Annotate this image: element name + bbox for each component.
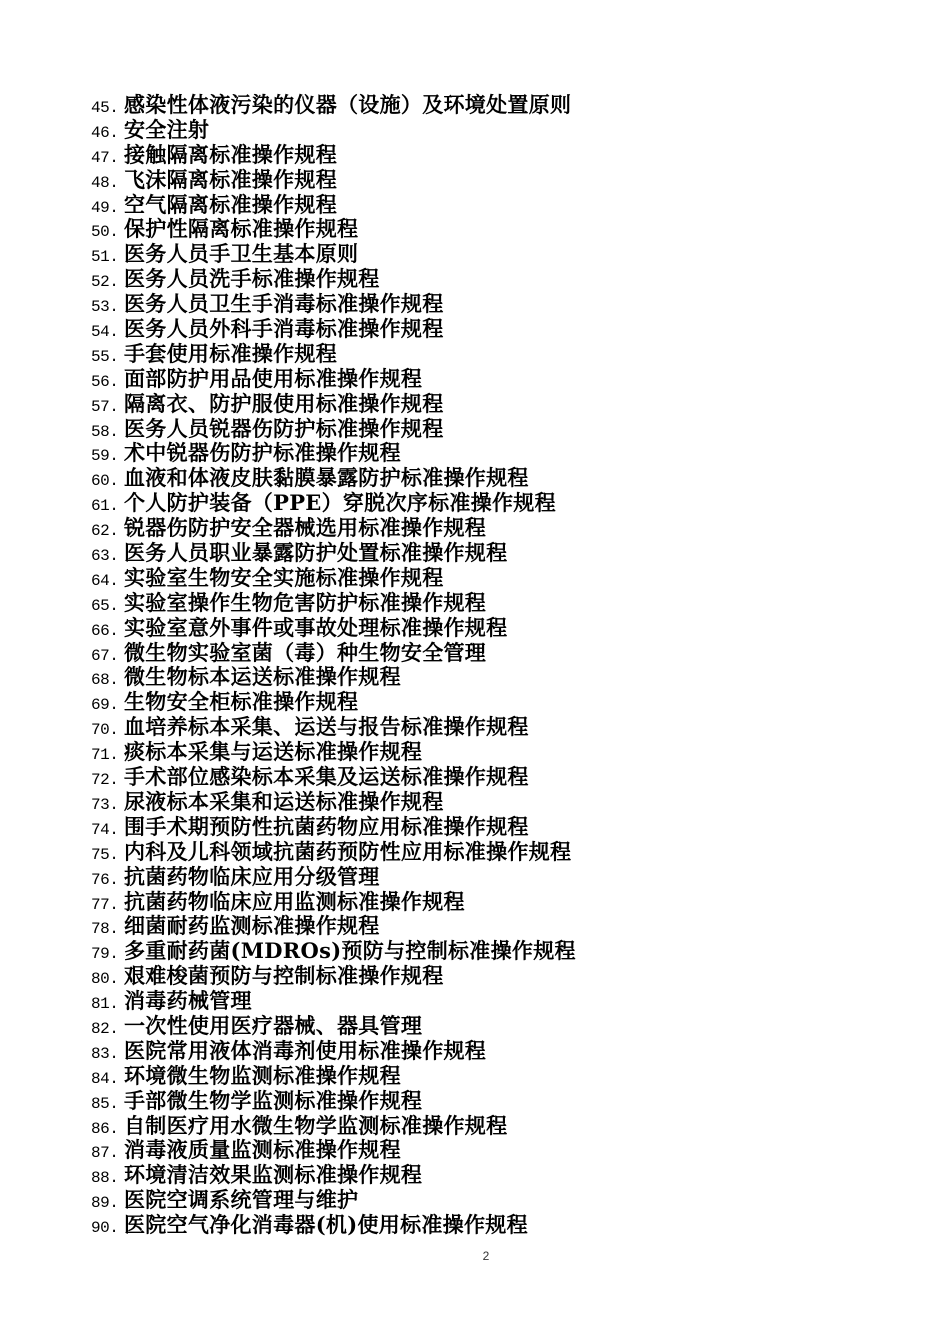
list-item-number: 87. bbox=[91, 1144, 119, 1163]
list-item-number: 73. bbox=[91, 795, 119, 814]
list-item-number: 57. bbox=[91, 397, 119, 416]
toc-list bbox=[91, 93, 576, 1238]
list-item-title: 消毒药械管理 bbox=[124, 988, 252, 1014]
list-item-number: 76. bbox=[91, 870, 119, 889]
list-item-title: 抗菌药物临床应用分级管理 bbox=[124, 863, 380, 889]
list-item-title: 术中锐器伤防护标准操作规程 bbox=[124, 440, 401, 466]
list-item-title: 手术部位感染标本采集及运送标准操作规程 bbox=[124, 764, 529, 790]
list-item bbox=[91, 690, 576, 715]
list-item-number: 48. bbox=[91, 173, 119, 192]
list-item-title: 医务人员职业暴露防护处置标准操作规程 bbox=[124, 540, 508, 566]
list-item bbox=[91, 541, 576, 566]
list-item-number: 86. bbox=[91, 1119, 119, 1138]
list-item bbox=[91, 417, 576, 442]
list-item bbox=[91, 317, 576, 342]
list-item-number: 79. bbox=[91, 945, 119, 964]
list-item-title: 医务人员外科手消毒标准操作规程 bbox=[124, 316, 444, 342]
list-item bbox=[91, 865, 576, 890]
list-item bbox=[91, 740, 576, 765]
list-item-title: 保护性隔离标准操作规程 bbox=[124, 216, 359, 242]
list-item-title: 医务人员洗手标准操作规程 bbox=[124, 266, 380, 292]
list-item-title: 艰难梭菌预防与控制标准操作规程 bbox=[124, 963, 444, 989]
list-item-title: 围手术期预防性抗菌药物应用标准操作规程 bbox=[124, 813, 529, 839]
list-item-title: 医务人员手卫生基本原则 bbox=[124, 241, 359, 267]
list-item-number: 46. bbox=[91, 123, 119, 142]
list-item bbox=[91, 516, 576, 541]
list-item bbox=[91, 815, 576, 840]
list-item bbox=[91, 441, 576, 466]
list-item-number: 50. bbox=[91, 223, 119, 242]
list-item bbox=[91, 964, 576, 989]
list-item-number: 54. bbox=[91, 323, 119, 342]
list-item-title: 尿液标本采集和运送标准操作规程 bbox=[124, 788, 444, 814]
list-item bbox=[91, 118, 576, 143]
list-item-number: 81. bbox=[91, 995, 119, 1014]
list-item-number: 83. bbox=[91, 1044, 119, 1063]
list-item-title: 医务人员锐器伤防护标准操作规程 bbox=[124, 415, 444, 441]
list-item bbox=[91, 715, 576, 740]
list-item bbox=[91, 1014, 576, 1039]
list-item-number: 58. bbox=[91, 422, 119, 441]
list-item bbox=[91, 641, 576, 666]
list-item-number: 63. bbox=[91, 547, 119, 566]
list-item-title: 环境微生物监测标准操作规程 bbox=[124, 1062, 401, 1088]
list-item bbox=[91, 1089, 576, 1114]
list-item bbox=[91, 790, 576, 815]
list-item bbox=[91, 616, 576, 641]
list-item-number: 68. bbox=[91, 671, 119, 690]
list-item bbox=[91, 939, 576, 964]
list-item-number: 66. bbox=[91, 621, 119, 640]
list-item-title: 接触隔离标准操作规程 bbox=[124, 141, 337, 167]
list-item bbox=[91, 591, 576, 616]
list-item-title: 环境清洁效果监测标准操作规程 bbox=[124, 1162, 423, 1188]
list-item-title: 医院空调系统管理与维护 bbox=[124, 1187, 359, 1213]
list-item bbox=[91, 566, 576, 591]
list-item bbox=[91, 914, 576, 939]
list-item-title: 安全注射 bbox=[124, 116, 210, 142]
list-item-title: 飞沫隔离标准操作规程 bbox=[124, 166, 337, 192]
list-item-number: 89. bbox=[91, 1194, 119, 1213]
list-item-title: 感染性体液污染的仪器（设施）及环境处置原则 bbox=[124, 92, 572, 117]
list-item-number: 78. bbox=[91, 920, 119, 939]
list-item bbox=[91, 1064, 576, 1089]
list-item-title: 锐器伤防护安全器械选用标准操作规程 bbox=[124, 515, 487, 541]
list-item-number: 51. bbox=[91, 248, 119, 267]
list-item-title: 自制医疗用水微生物学监测标准操作规程 bbox=[124, 1112, 508, 1138]
list-item-title: 实验室生物安全实施标准操作规程 bbox=[124, 564, 444, 590]
list-item-number: 56. bbox=[91, 372, 119, 391]
list-item-number: 65. bbox=[91, 596, 119, 615]
list-item bbox=[91, 1138, 576, 1163]
list-item bbox=[91, 242, 576, 267]
list-item-title: 隔离衣、防护服使用标准操作规程 bbox=[124, 390, 444, 416]
list-item-title: 实验室操作生物危害防护标准操作规程 bbox=[124, 589, 487, 615]
list-item-number: 70. bbox=[91, 721, 119, 740]
list-item bbox=[91, 267, 576, 292]
list-item-title: 多重耐药菌(MDROs)预防与控制标准操作规程 bbox=[124, 938, 576, 964]
list-item-title: 个人防护装备（PPE）穿脱次序标准操作规程 bbox=[124, 490, 556, 516]
list-item-number: 77. bbox=[91, 895, 119, 914]
list-item-title: 血液和体液皮肤黏膜暴露防护标准操作规程 bbox=[124, 465, 529, 491]
list-item-title: 一次性使用医疗器械、器具管理 bbox=[124, 1012, 423, 1038]
list-item-number: 53. bbox=[91, 298, 119, 317]
list-item bbox=[91, 1039, 576, 1064]
page-number: 2 bbox=[482, 1249, 490, 1263]
list-item bbox=[91, 466, 576, 491]
list-item bbox=[91, 143, 576, 168]
list-item-number: 47. bbox=[91, 148, 119, 167]
list-item bbox=[91, 890, 576, 915]
list-item-title: 微生物标本运送标准操作规程 bbox=[124, 664, 401, 690]
list-item-number: 82. bbox=[91, 1019, 119, 1038]
list-item-title: 抗菌药物临床应用监测标准操作规程 bbox=[124, 888, 465, 914]
list-item-title: 内科及儿科领域抗菌药预防性应用标准操作规程 bbox=[124, 838, 572, 864]
list-item-number: 62. bbox=[91, 522, 119, 541]
list-item bbox=[91, 217, 576, 242]
list-item-number: 67. bbox=[91, 646, 119, 665]
list-item-number: 84. bbox=[91, 1069, 119, 1088]
list-item-title: 手套使用标准操作规程 bbox=[124, 340, 337, 366]
list-item-number: 45. bbox=[91, 99, 119, 117]
list-item-title: 痰标本采集与运送标准操作规程 bbox=[124, 739, 423, 765]
list-item-number: 74. bbox=[91, 820, 119, 839]
list-item bbox=[91, 93, 576, 118]
list-item-title: 消毒液质量监测标准操作规程 bbox=[124, 1137, 401, 1163]
list-item-number: 55. bbox=[91, 347, 119, 366]
list-item-title: 医院空气净化消毒器(机)使用标准操作规程 bbox=[124, 1212, 528, 1238]
list-item-title: 医院常用液体消毒剂使用标准操作规程 bbox=[124, 1037, 487, 1063]
list-item bbox=[91, 193, 576, 218]
list-item-number: 49. bbox=[91, 198, 119, 217]
list-item-number: 90. bbox=[91, 1219, 119, 1238]
list-item-number: 69. bbox=[91, 696, 119, 715]
list-item-number: 72. bbox=[91, 771, 119, 790]
list-item-title: 手部微生物学监测标准操作规程 bbox=[124, 1087, 423, 1113]
list-item bbox=[91, 989, 576, 1014]
list-item-number: 71. bbox=[91, 746, 119, 765]
list-item-number: 64. bbox=[91, 571, 119, 590]
list-item bbox=[91, 292, 576, 317]
list-item-number: 61. bbox=[91, 497, 119, 516]
list-item bbox=[91, 1213, 576, 1238]
list-item bbox=[91, 1188, 576, 1213]
list-item-number: 85. bbox=[91, 1094, 119, 1113]
list-item-number: 88. bbox=[91, 1169, 119, 1188]
list-item bbox=[91, 1114, 576, 1139]
list-item bbox=[91, 342, 576, 367]
list-item-title: 实验室意外事件或事故处理标准操作规程 bbox=[124, 614, 508, 640]
list-item-title: 医务人员卫生手消毒标准操作规程 bbox=[124, 291, 444, 317]
list-item-title: 血培养标本采集、运送与报告标准操作规程 bbox=[124, 714, 529, 740]
list-item-title: 细菌耐药监测标准操作规程 bbox=[124, 913, 380, 939]
list-item bbox=[91, 392, 576, 417]
list-item bbox=[91, 491, 576, 516]
list-item-title: 微生物实验室菌（毒）种生物安全管理 bbox=[124, 639, 487, 665]
list-item-title: 空气隔离标准操作规程 bbox=[124, 191, 337, 217]
list-item-title: 生物安全柜标准操作规程 bbox=[124, 689, 359, 715]
list-item-title: 面部防护用品使用标准操作规程 bbox=[124, 365, 423, 391]
list-item-number: 60. bbox=[91, 472, 119, 491]
list-item-number: 80. bbox=[91, 970, 119, 989]
list-item bbox=[91, 765, 576, 790]
list-item-number: 52. bbox=[91, 273, 119, 292]
list-item bbox=[91, 168, 576, 193]
list-item bbox=[91, 840, 576, 865]
list-item bbox=[91, 665, 576, 690]
list-item-number: 75. bbox=[91, 845, 119, 864]
list-item bbox=[91, 1163, 576, 1188]
list-item-number: 59. bbox=[91, 447, 119, 466]
list-item bbox=[91, 367, 576, 392]
